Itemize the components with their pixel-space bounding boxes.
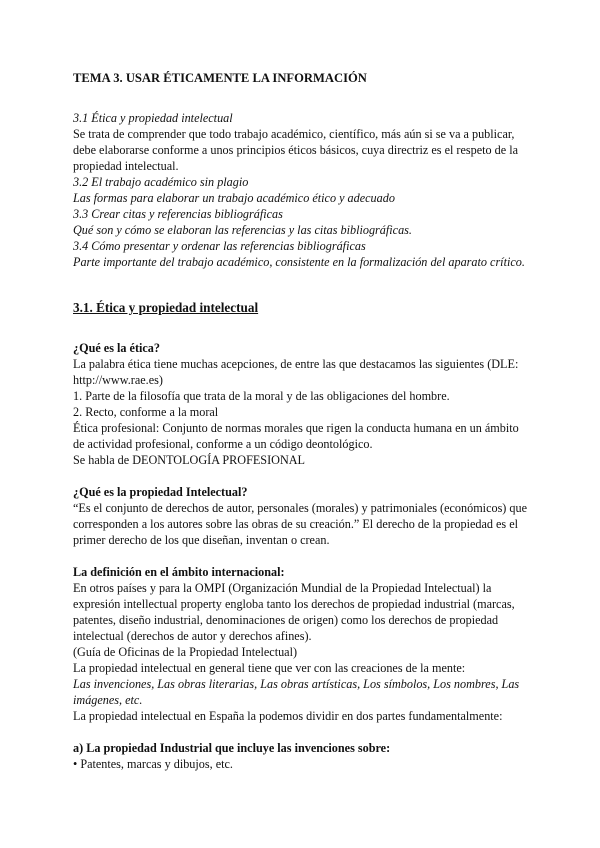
professional-ethics: Ética profesional: Conjunto de normas morales que rigen la conducta humana en un ámbito de actividad profesional, conforme a un código deontológico. (73, 421, 519, 451)
toc-3-4-title: 3.4 Cómo presentar y ordenar las referencias bibliográficas (73, 239, 366, 253)
spain-division-text: La propiedad intelectual en España la podemos dividir en dos partes fundamentalmente: (73, 709, 503, 723)
industrial-property-item-1: • Patentes, marcas y dibujos, etc. (73, 757, 233, 771)
industrial-property-heading: a) La propiedad Industrial que incluye las invenciones sobre: (73, 741, 391, 755)
toc-3-3-title: 3.3 Crear citas y referencias bibliográficas (73, 207, 283, 221)
international-source: (Guía de Oficinas de la Propiedad Intelectual) (73, 645, 298, 659)
toc-3-1-title: 3.1 Ética y propiedad intelectual (73, 111, 233, 125)
international-definition-heading: La definición en el ámbito internacional: (73, 565, 285, 579)
document-title: TEMA 3. USAR ÉTICAMENTE LA INFORMACIÓN (73, 71, 367, 85)
intellectual-property-definition: “Es el conjunto de derechos de autor, personales (morales) y patrimoniales (económicos) que corresponden a los autores sobre las obras de su creación.” El derecho de la propiedad es el primer derecho de los que diseñan, inventan o crean. (73, 501, 528, 547)
international-definition-text: En otros países y para la OMPI (Organización Mundial de la Propiedad Intelectual) la expresión intellectual property engloba tanto los derechos de propiedad industrial (marcas, patentes, diseño industrial, denominaciones de origen) como los derechos de propiedad intelectual (derechos de autor y derechos afines). (73, 581, 515, 643)
document-page (73, 70, 528, 772)
toc-3-2-text: Las formas para elaborar un trabajo académico ético y adecuado (73, 191, 395, 205)
toc-3-3-text: Qué son y cómo se elaboran las referencias y las citas bibliográficas. (73, 223, 412, 237)
mind-creations-list: Las invenciones, Las obras literarias, Las obras artísticas, Los símbolos, Los nombres, Las imágenes, etc. (73, 677, 520, 707)
question-ethics: ¿Qué es la ética? (73, 341, 160, 355)
toc-3-2-title: 3.2 El trabajo académico sin plagio (73, 175, 249, 189)
deontology-note: Se habla de DEONTOLOGÍA PROFESIONAL (73, 453, 305, 467)
ethics-definition-2: 2. Recto, conforme a la moral (73, 405, 219, 419)
question-intellectual-property: ¿Qué es la propiedad Intelectual? (73, 485, 248, 499)
toc-3-1-text: Se trata de comprender que todo trabajo académico, científico, más aún si se va a publicar, debe elaborarse conforme a unos principios éticos básicos, cuya directriz es el respeto de la propiedad intelectual. (73, 127, 519, 173)
toc-3-4-text: Parte importante del trabajo académico, consistente en la formalización del aparato crítico. (73, 255, 525, 269)
ethics-definition-1: 1. Parte de la filosofía que trata de la moral y de las obligaciones del hombre. (73, 389, 450, 403)
section-3-1-heading: 3.1. Ética y propiedad intelectual (73, 300, 259, 315)
intellectual-property-general: La propiedad intelectual en general tiene que ver con las creaciones de la mente: (73, 661, 466, 675)
ethics-intro: La palabra ética tiene muchas acepciones, de entre las que destacamos las siguientes (DLE: http://www.rae.es) (73, 357, 519, 387)
